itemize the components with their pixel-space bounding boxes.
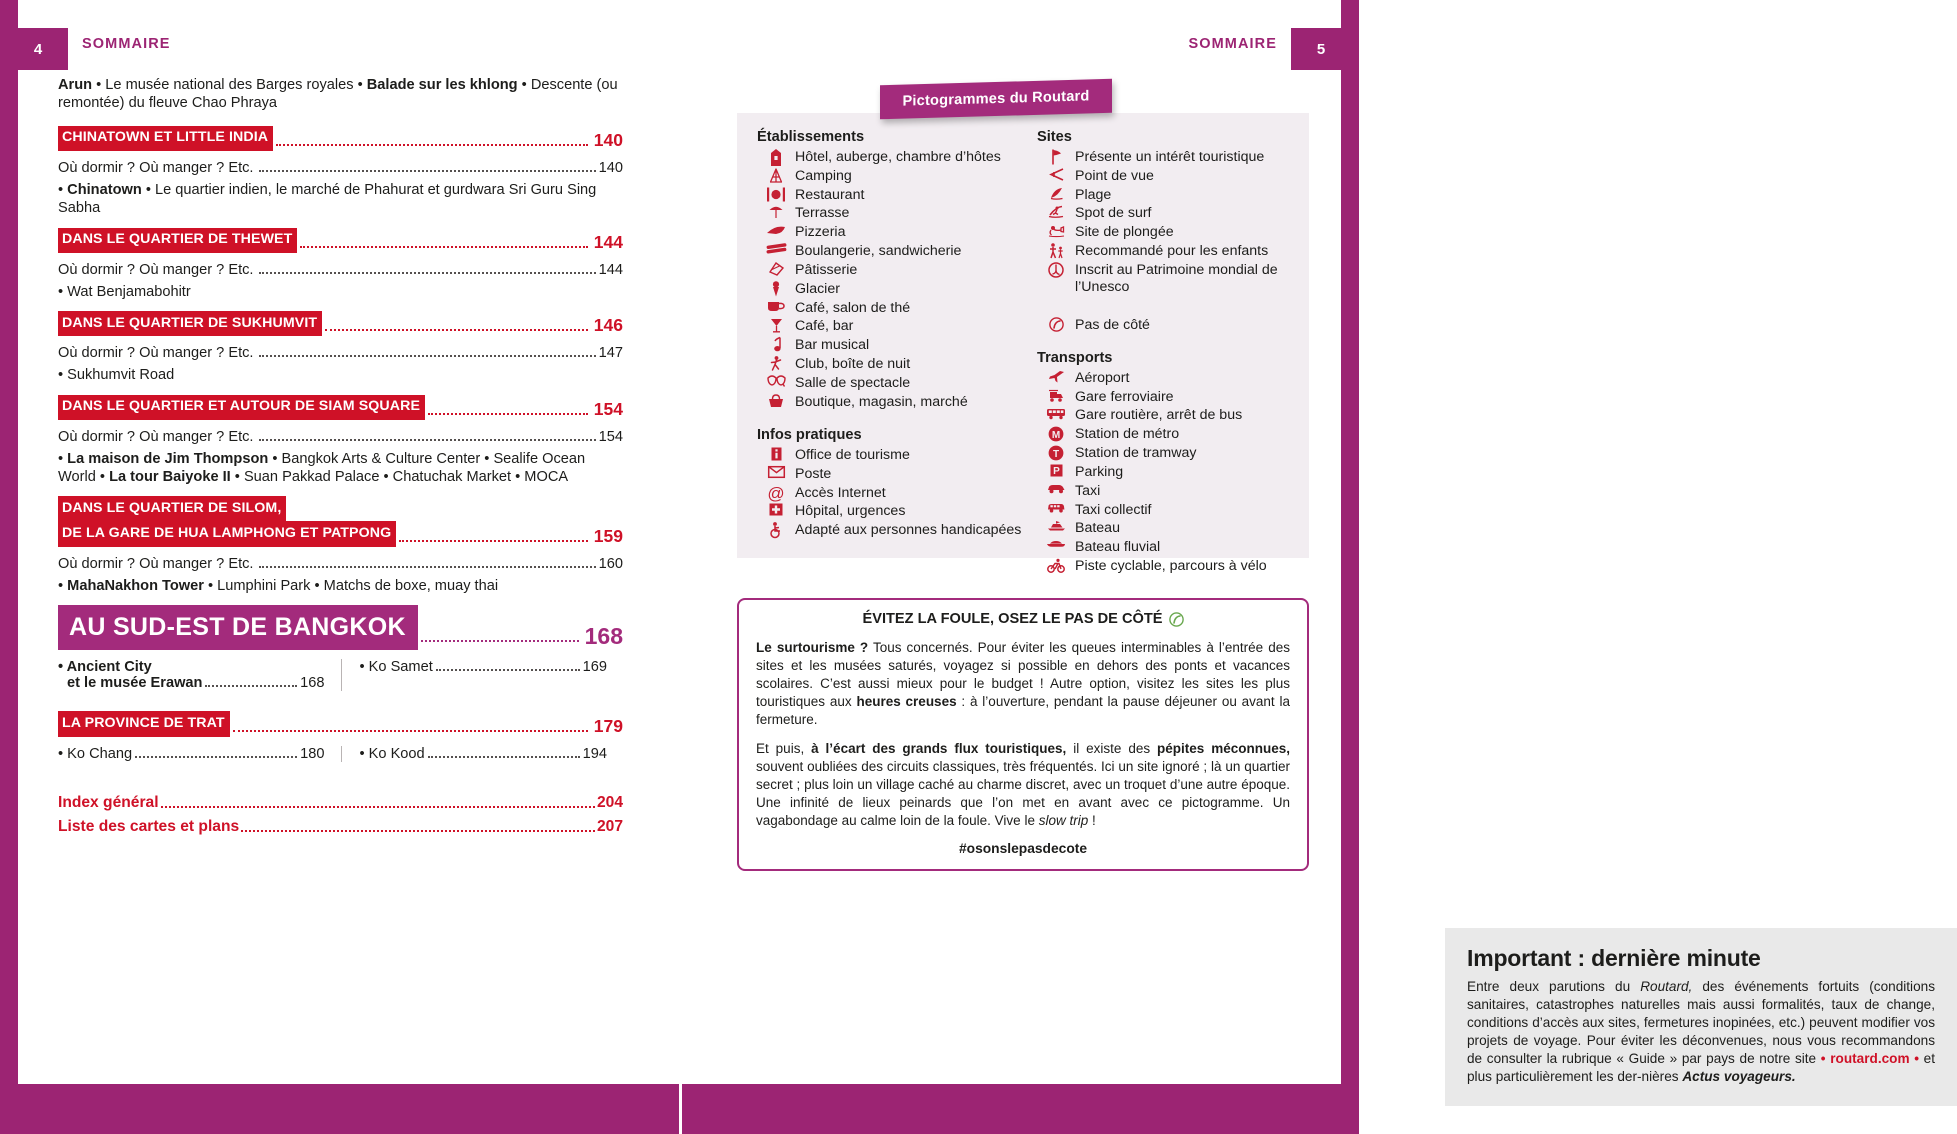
left-running-head: SOMMAIRE (82, 36, 171, 52)
pas-de-cote-icon (1037, 317, 1075, 332)
pictogram-label: Aéroport (1075, 369, 1130, 386)
toc-bullet-line: • Sukhumvit Road (58, 367, 175, 384)
cake-slice-icon (757, 262, 795, 276)
index-label: Liste des cartes et plans (58, 817, 240, 835)
section-label: CHINATOWN ET LITTLE INDIA (58, 126, 273, 151)
sub-entry-label: Où dormir ? Où manger ? Etc. (58, 159, 254, 176)
beach-icon (1037, 187, 1075, 200)
section-page-number: 146 (593, 315, 623, 336)
viewpoint-icon (1037, 168, 1075, 181)
toc-section-header[interactable] (58, 311, 623, 336)
children-icon (1037, 243, 1075, 259)
paragraph-text: Entre deux parutions du (1467, 979, 1641, 994)
toc-bullet-line: • Wat Benjamabohitr (58, 283, 191, 300)
pictogram-row (1037, 407, 1309, 424)
toc-column-right (341, 659, 624, 691)
pictogram-label: Boutique, magasin, marché (795, 393, 968, 410)
toc-sub-entry[interactable] (58, 345, 623, 361)
left-page-number: 4 (33, 40, 43, 58)
section-page-number: 144 (593, 231, 623, 252)
pictograms-column-sites (1025, 113, 1309, 574)
toc-two-column-entries (58, 746, 623, 762)
section-label: DANS LE QUARTIER DE SUKHUMVIT (58, 311, 322, 336)
dot-leader (428, 756, 580, 758)
hotel-icon (757, 149, 795, 166)
routard-link[interactable]: routard.com (1830, 1051, 1910, 1067)
pictograms-column-establishments (737, 113, 1025, 558)
pictogram-label: Boulangerie, sandwicherie (795, 243, 962, 260)
pictogram-label: Point de vue (1075, 167, 1154, 184)
hospital-cross-icon (757, 503, 795, 516)
pictograms-title: Pictogrammes du Routard (902, 88, 1090, 110)
pictogram-label: Présente un intérêt touristique (1075, 149, 1265, 165)
airplane-icon (1037, 370, 1075, 384)
pictograms-columns (737, 113, 1309, 574)
callout-paragraph-1 (756, 639, 1290, 729)
bullet-bold: La maison de Jim Thompson (67, 450, 269, 467)
pictogram-row (1037, 464, 1309, 481)
svg-text:P: P (1052, 465, 1060, 477)
sub-entry-label: Où dormir ? Où manger ? Etc. (58, 261, 254, 278)
pictogram-row (757, 300, 1025, 317)
unesco-icon (1037, 262, 1075, 278)
dot-leader (276, 144, 588, 146)
pictogram-row (757, 262, 1025, 279)
toc-major-section-header[interactable] (58, 605, 623, 651)
pictogram-row (1037, 224, 1309, 241)
paragraph-text: : à l’ouverture, pendant la pause déjeuner ou avant la fermeture. (756, 693, 1291, 727)
callout-hashtag: #osonslepasdecote (958, 840, 1088, 856)
toc-column-left (58, 746, 341, 762)
flag-interest-icon (1037, 149, 1075, 165)
wheelchair-icon (757, 522, 795, 538)
pictogram-label: Hôpital, urgences (795, 503, 906, 520)
sub-entry-label: Où dormir ? Où manger ? Etc. (58, 428, 254, 445)
right-page (680, 0, 1935, 1134)
pas-de-cote-icon (1169, 612, 1184, 627)
dot-leader (259, 272, 595, 274)
left-page-edge-band (0, 0, 18, 1084)
right-running-head: SOMMAIRE (1188, 36, 1277, 52)
envelope-icon (757, 466, 795, 478)
surf-icon (1037, 205, 1075, 218)
coffee-cup-icon (757, 300, 795, 312)
toc-sub-entry[interactable] (58, 160, 623, 176)
entry-label: • Ko Kood (359, 745, 425, 762)
sub-entry-page: 140 (598, 159, 623, 176)
terrace-parasol-icon (757, 205, 795, 219)
toc-section-header[interactable] (58, 228, 623, 253)
pictogram-row (757, 375, 1025, 392)
taxi-car-icon (1037, 483, 1075, 494)
bullet-dot: • (1909, 1051, 1919, 1067)
index-label: Index général (58, 793, 159, 811)
pictogram-label: Piste cyclable, parcours à vélo (1075, 557, 1267, 574)
pictogram-label: Gare ferroviaire (1075, 388, 1174, 405)
bullet-bold: MahaNakhon Tower (67, 577, 204, 594)
section-page-number: 159 (593, 525, 623, 546)
pictogram-label: Club, boîte de nuit (795, 355, 911, 372)
toc-two-column-entries (58, 659, 623, 691)
parking-icon (1037, 464, 1075, 477)
toc-bullet-line: • La maison de Jim Thompson • Bangkok Arts & Culture Center • Sealife Ocean World • La tour Baiyoke II • Suan Pakkad Palace • Chatuchak Market • MOCA (58, 450, 586, 485)
pictogram-label: Glacier (795, 280, 840, 297)
train-icon (1037, 389, 1075, 403)
important-callout (1445, 928, 1957, 1106)
svg-text:M: M (1051, 430, 1061, 442)
pictogram-label: Camping (795, 167, 852, 184)
entry-label: • Ko Samet (359, 659, 433, 676)
pictogram-label: Pâtisserie (795, 261, 858, 278)
entry-page: 194 (582, 745, 607, 762)
toc-section-header[interactable] (58, 496, 623, 546)
pictogram-row (1037, 243, 1309, 260)
pictogram-label: Gare routière, arrêt de bus (1075, 407, 1243, 424)
pictogram-row (757, 243, 1025, 260)
callout-title: ÉVITEZ LA FOULE, OSEZ LE PAS DE CÔTÉ (862, 611, 1163, 627)
pictogram-label: Station de tramway (1075, 445, 1197, 462)
pictogram-row (757, 187, 1025, 204)
pictogram-label: Station de métro (1075, 426, 1180, 443)
dancer-icon (757, 356, 795, 372)
pictogram-label: Pas de côté (1075, 316, 1150, 333)
pictogram-row (757, 466, 1025, 483)
theatre-masks-icon (757, 375, 795, 387)
actus-voyageurs: Actus voyageurs. (1682, 1069, 1796, 1085)
paragraph-bold: à l’écart des grands flux touristiques, (811, 740, 1067, 756)
pictogram-row (757, 205, 1025, 222)
pictogram-row (1037, 558, 1309, 575)
section-page-number: 140 (593, 129, 623, 150)
entry-line-1: • Ancient City (58, 659, 152, 676)
toc-section-header[interactable] (58, 711, 623, 736)
major-section-label: AU SUD-EST DE BANGKOK (58, 605, 418, 651)
dot-leader (325, 329, 588, 331)
pictogram-row (757, 337, 1025, 354)
shopping-basket-icon (757, 394, 795, 408)
river-boat-icon (1037, 539, 1075, 548)
pictogram-label: Spot de surf (1075, 205, 1152, 222)
callout-title-row (756, 611, 1290, 627)
entry-page: 169 (582, 659, 607, 676)
section-label-line2: DE LA GARE DE HUA LAMPHONG ET PATPONG (58, 521, 396, 546)
pictogram-label: Bateau (1075, 520, 1120, 537)
pictogram-row (757, 394, 1025, 411)
dot-leader (399, 540, 588, 542)
sub-entry-page: 147 (598, 345, 623, 362)
dot-leader (259, 170, 595, 172)
svg-text:T: T (1052, 448, 1060, 460)
pictogram-row (757, 356, 1025, 373)
pictogram-row (757, 503, 1025, 520)
pictogram-label: Plage (1075, 186, 1112, 203)
pictogram-row (757, 318, 1025, 335)
section-page-number: 154 (593, 398, 623, 419)
pictogram-row (757, 281, 1025, 298)
bullet-bold: Chinatown (67, 181, 142, 198)
section-label: DANS LE QUARTIER DE THEWET (58, 228, 297, 253)
section-label-line1: DANS LE QUARTIER DE SILOM, (58, 496, 286, 521)
entry-page: 180 (300, 745, 325, 762)
pictogram-row (757, 485, 1025, 502)
tram-icon (1037, 445, 1075, 461)
pictogram-row (1037, 426, 1309, 443)
sub-entry-page: 154 (598, 428, 623, 445)
pictogram-row (1037, 262, 1309, 297)
entry-line-2-row (58, 675, 325, 691)
pictogram-label: Bar musical (795, 337, 870, 354)
dot-leader (421, 640, 579, 642)
toc-index-row[interactable] (58, 794, 623, 812)
paragraph-text: il existe des (1066, 740, 1158, 756)
pizza-slice-icon (757, 224, 795, 235)
paragraph-text: Tous concernés. Pour éviter les queues interminables à l’entrée des sites et les musées saturés, voyagez si possible en dehors des ponts et vacances scolaires. C’est aussi mieux pour le budget ! Autre option, visitez les sites les plus touristiques aux (756, 640, 1290, 709)
dot-leader (436, 669, 580, 671)
dot-leader (300, 246, 587, 248)
at-sign-icon: @ (767, 483, 785, 503)
section-page-number: 179 (593, 715, 623, 736)
paragraph-text: souvent oubliées des circuits classiques, très fréquentés. Ici un site ignoré ; là un quartier secret ; plus loin un village caché au charme discret, avec un troquet d’une autre époque. Une infinité de lieux peinards que l’on met en avant avec ce pictogramme. Un vagabondage au calme loin de la foule. Vive le (756, 758, 1290, 828)
toc-column-left (58, 659, 341, 691)
pictogram-row (757, 447, 1025, 464)
pictogram-label: Inscrit au Patrimoine mondial de l’Unesco (1075, 261, 1278, 296)
pictogram-label: Terrasse (795, 205, 850, 222)
pictogram-row (757, 522, 1025, 539)
bullet-dot: • (1820, 1051, 1831, 1067)
pictogram-label: Pizzeria (795, 224, 846, 241)
dot-leader (233, 730, 588, 732)
section-label: LA PROVINCE DE TRAT (58, 711, 230, 736)
pictogram-row (757, 168, 1025, 185)
pictogram-row (1037, 149, 1309, 166)
toc-bullet-line: • Chinatown • Le quartier indien, le marché de Phahurat et gurdwara Sri Guru Sing Sabha (58, 181, 597, 217)
pictogram-row (757, 224, 1025, 241)
brand-italic: Routard, (1640, 979, 1693, 994)
entry-page: 168 (300, 675, 325, 692)
paragraph-bold: pépites méconnues, (1157, 740, 1290, 756)
toc-column-right (341, 746, 624, 762)
pictogram-label: Café, salon de thé (795, 299, 911, 316)
table-of-contents (58, 76, 623, 842)
entry-label: • Ko Chang (58, 745, 133, 762)
pictogram-label: Accès Internet (795, 484, 886, 501)
index-page: 204 (596, 793, 623, 811)
toc-entry[interactable] (58, 746, 325, 762)
pictogram-label: Poste (795, 465, 832, 482)
important-paragraph (1467, 978, 1935, 1086)
paragraph-lead: Le surtourisme ? (756, 640, 869, 655)
callout-paragraph-2 (756, 740, 1290, 830)
pictogram-row (1037, 539, 1309, 556)
pictogram-row (1037, 389, 1309, 406)
pictogram-label: Recommandé pour les enfants (1075, 243, 1269, 260)
paragraph-text: ! (1088, 812, 1096, 828)
pictogram-label: Adapté aux personnes handicapées (795, 522, 1022, 539)
restaurant-cutlery-icon (757, 187, 795, 202)
information-icon (757, 447, 795, 461)
toc-index-row[interactable] (58, 818, 623, 836)
pictogram-label: Site de plongée (1075, 224, 1174, 241)
pictogram-row (1037, 445, 1309, 462)
toc-sub-entry[interactable] (58, 429, 623, 445)
pictograms-title-tab (880, 79, 1112, 119)
bus-icon (1037, 407, 1075, 420)
sub-entry-label: Où dormir ? Où manger ? Etc. (58, 345, 254, 362)
toc-bullet-line: • MahaNakhon Tower • Lumphini Park • Matchs de boxe, muay thai (58, 577, 499, 594)
section-label-stack (58, 496, 396, 546)
toc-sub-entry[interactable] (58, 262, 623, 278)
cocktail-glass-icon (757, 318, 795, 333)
group-heading-etablissements: Établissements (757, 129, 865, 145)
pictograms-panel (737, 113, 1309, 574)
music-note-icon (757, 337, 795, 352)
toc-entry[interactable] (360, 659, 608, 675)
dot-leader (205, 685, 297, 687)
pictogram-label: Bateau fluvial (1075, 539, 1161, 556)
pictogram-row (1037, 168, 1309, 185)
pictogram-label: Restaurant (795, 186, 865, 203)
taxi-collectif-icon (1037, 502, 1075, 513)
paragraph-text: et plus particulièrement les der-nières (1467, 1051, 1935, 1085)
dot-leader (241, 830, 595, 832)
toc-intro-paragraph: Arun • Le musée national des Barges royales • Balade sur les khlong • Descente (ou remontée) du fleuve Chao Phraya (58, 77, 618, 112)
bread-baguette-icon (757, 243, 795, 254)
dot-leader (259, 566, 595, 568)
sub-entry-page: 160 (598, 555, 623, 572)
pictogram-row (1037, 520, 1309, 537)
important-title: Important : dernière minute (1467, 945, 1761, 971)
intro-bold-balade: Balade sur les khlong (366, 77, 518, 93)
pictogram-row (757, 149, 1025, 166)
paragraph-text: Et puis, (756, 740, 812, 756)
paragraph-bold: heures creuses (856, 693, 957, 709)
pictogram-label: Taxi collectif (1075, 501, 1152, 518)
pictogram-label: Café, bar (795, 318, 854, 335)
boat-icon (1037, 520, 1075, 531)
sub-entry-page: 144 (598, 261, 623, 278)
pictogram-row (1037, 205, 1309, 222)
pictogram-label: Parking (1075, 463, 1124, 480)
index-page: 207 (596, 817, 623, 835)
paragraph-italic: slow trip (1038, 812, 1089, 828)
right-page-number: 5 (1316, 40, 1326, 58)
toc-entry[interactable] (58, 659, 325, 691)
pictogram-label: Salle de spectacle (795, 374, 911, 391)
ice-cream-cone-icon (757, 281, 795, 297)
group-heading-sites: Sites (1037, 129, 1072, 145)
camping-tent-icon (757, 168, 795, 183)
bullet-bold: La tour Baiyoke II (109, 469, 231, 485)
pictogram-row (1037, 187, 1309, 204)
group-heading-transports: Transports (1037, 349, 1113, 366)
dot-leader (259, 355, 595, 357)
toc-index-block (58, 794, 623, 836)
osez-pas-de-cote-callout (737, 598, 1309, 871)
bicycle-icon (1037, 558, 1075, 573)
toc-section-header[interactable] (58, 126, 623, 151)
entry-line-2: et le musée Erawan (67, 675, 203, 692)
toc-sub-entry[interactable] (58, 556, 623, 572)
toc-section-header[interactable] (58, 395, 623, 420)
pictogram-label: Taxi (1075, 482, 1101, 499)
group-heading-infos-pratiques: Infos pratiques (757, 426, 862, 443)
sub-entry-label: Où dormir ? Où manger ? Etc. (58, 555, 254, 572)
pictogram-row (1037, 502, 1309, 519)
diving-icon (1037, 224, 1075, 237)
metro-icon (1037, 426, 1075, 442)
toc-entry[interactable] (360, 746, 608, 762)
pictogram-label: Hôtel, auberge, chambre d’hôtes (795, 149, 1001, 165)
pictogram-label: Office de tourisme (795, 446, 910, 463)
paragraph-text: des événements fortuits (conditions sanitaires, catastrophes naturelles mais aussi formalités, taux de change, conditions d’accès aux sites, fermetures inopinées, etc.) peuvent modifier vos projets de voyage. Pour éviter les déconvenues, nous vous recommandons de consulter la rubrique « Guide » par pays de notre site (1467, 979, 1935, 1067)
major-section-page: 168 (584, 623, 623, 650)
section-label: DANS LE QUARTIER ET AUTOUR DE SIAM SQUARE (58, 395, 425, 420)
intro-bold-arun: Arun (58, 77, 93, 93)
pictogram-row (1037, 483, 1309, 500)
dot-leader (259, 439, 595, 441)
pictogram-row (1037, 370, 1309, 387)
pictogram-row (1037, 317, 1309, 334)
dot-leader (135, 756, 297, 758)
dot-leader (428, 413, 588, 415)
dot-leader (161, 806, 595, 808)
